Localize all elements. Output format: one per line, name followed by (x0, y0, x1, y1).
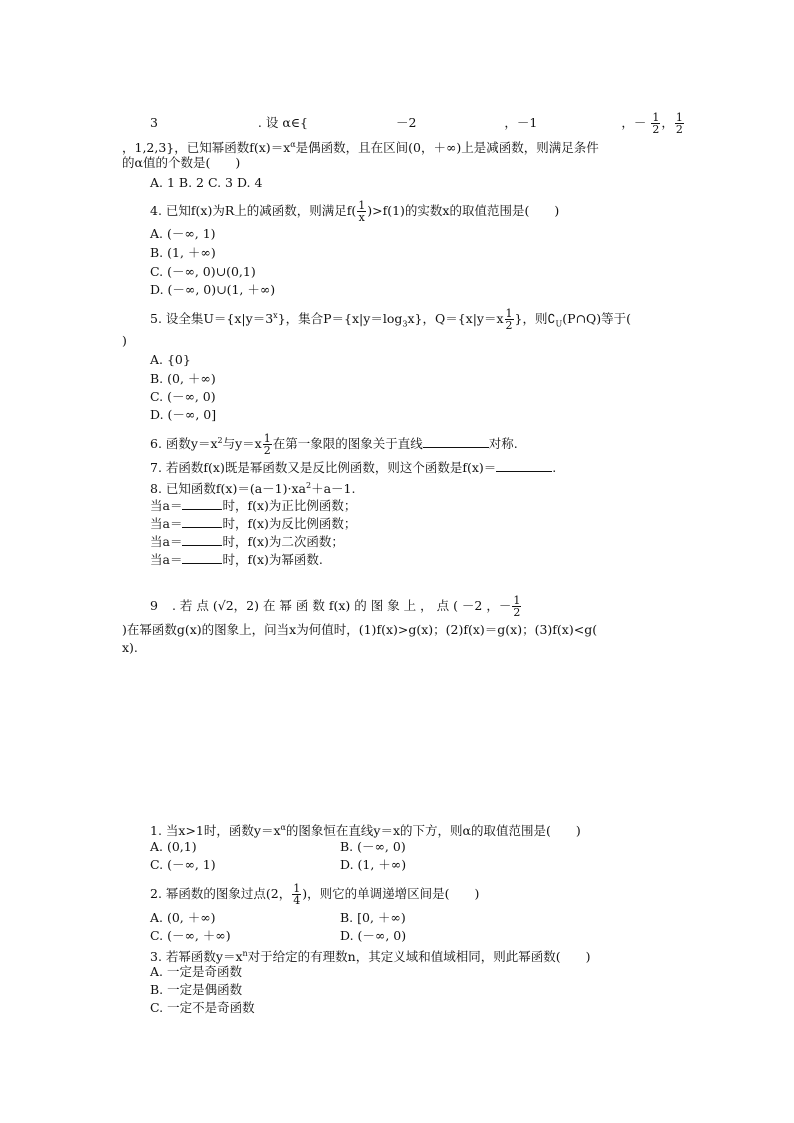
q8-blank-3[interactable] (182, 533, 222, 546)
q7-answer-blank[interactable] (496, 459, 552, 472)
q5-option-a: A. {0} (150, 352, 191, 367)
p1-option-d: D. (1, ＋∞) (340, 857, 407, 872)
q8-blank-2[interactable] (182, 515, 222, 528)
p2-option-b: B. [0, ＋∞) (340, 910, 406, 925)
q3-text-b: －2 (395, 115, 417, 130)
q3-line1: 3 . 设 α∈{ －2 ，－1 ，－ $\frac{1}{2}$ ， $\frac{1}{2}$ (150, 111, 683, 136)
p2-fraction: $\frac{1}{4}$ (293, 882, 301, 907)
q5-option-c: C. (－∞, 0) (150, 389, 216, 404)
p1-option-b: B. (－∞, 0) (340, 839, 406, 854)
p2-stem: 2. 幂函数的图象过点(2， $\frac{1}{4}$ )，则它的单调递增区间是( ) (150, 882, 480, 907)
p2-option-a: A. (0, ＋∞) (150, 910, 216, 925)
p3-option-a: A. 一定是奇函数 (150, 964, 242, 979)
q3-fraction-1: $\frac{1}{2}$ (652, 111, 660, 136)
q3-options: A. 1 B. 2 C. 3 D. 4 (150, 175, 263, 190)
q5-option-d: D. (－∞, 0] (150, 407, 217, 422)
q3-text-d: ，－ (621, 115, 647, 130)
q3-line2: ，1,2,3}，已知幂函数$f(x)=x^\alpha$是偶函数，且在区间(0，＋∞)上是减函数，则满足条件 (122, 140, 599, 156)
q3-number: 3 (150, 115, 158, 130)
q5-stem-close: ) (122, 333, 127, 348)
q4-option-d: D. (－∞, 0)∪(1, ＋∞) (150, 282, 276, 297)
q9-line3: x). (122, 640, 138, 655)
q8-line-1: 当a＝ 时，f(x)为正比例函数； (150, 498, 357, 513)
q4-stem: 4. 已知f(x)为R上的减函数，则满足f( $\frac{1}{x}$ )>f(1)的实数x的取值范围是( ) (150, 199, 560, 224)
q6-stem: 6. 函数$y=x^2$与y＝x $\frac{1}{2}$ 在第一象限的图象关于直线 对称. (150, 432, 518, 458)
p1-option-c: C. (－∞, 1) (150, 857, 216, 872)
q6-fraction: $\frac{1}{2}$ (263, 432, 271, 458)
q9-fraction: $\frac{1}{2}$ (513, 594, 521, 619)
q8-stem: 8. 已知函数$f(x)=(a-1)\cdot xa^2+a-1$. (150, 481, 356, 497)
p3-stem: 3. 若幂函数$y=x^n$对于给定的有理数n，其定义域和值域相同，则此幂函数( ) (150, 949, 591, 965)
q3-text-a: . 设 α∈{ (257, 115, 308, 130)
q3-text-c: ，－1 (504, 115, 538, 130)
p3-option-b: B. 一定是偶函数 (150, 982, 243, 997)
q5-stem: 5. 设全集$U=\{x|y=3^x\}$，集合$P=\{x|y=\log_3x\}$，Q＝{x|y＝x $\frac{1}{2}$ }，则$∁_U(P\cap Q)$等于( (150, 307, 631, 333)
q9-line2: )在幂函数g(x)的图象上，问当x为何值时，(1)f(x)>g(x)；(2)f(x)＝g(x)；(3)f(x)<g( (122, 622, 598, 637)
q8-blank-4[interactable] (182, 551, 222, 564)
p1-option-a: A. (0,1) (150, 839, 197, 854)
q4-option-a: A. (－∞, 1) (150, 226, 216, 241)
q4-fraction: $\frac{1}{x}$ (358, 199, 366, 224)
q9-line1: 9 . 若 点 (√2，2) 在 幂 函 数 f(x) 的 图 象 上 ， 点 ( －2 ，－ $\frac{1}{2}$ (150, 594, 521, 619)
q8-line-4: 当a＝ 时，f(x)为幂函数. (150, 552, 323, 567)
q8-blank-1[interactable] (182, 497, 222, 510)
q6-answer-blank[interactable] (423, 435, 489, 448)
q8-line-2: 当a＝ 时，f(x)为反比例函数； (150, 516, 357, 531)
q7-stem: 7. 若函数f(x)既是幂函数又是反比例函数，则这个函数是f(x)＝ . (150, 460, 557, 475)
p2-option-c: C. (－∞, ＋∞) (150, 928, 231, 943)
q4-option-b: B. (1, ＋∞) (150, 245, 216, 260)
p1-stem: 1. 当x>1时，函数$y=x^\alpha$的图象恒在直线y＝x的下方，则α的取值范围是( ) (150, 823, 581, 839)
q8-line-3: 当a＝ 时，f(x)为二次函数； (150, 534, 344, 549)
q4-option-c: C. (－∞, 0)∪(0,1) (150, 264, 256, 279)
q3-fraction-2: $\frac{1}{2}$ (675, 111, 683, 136)
q3-line3: 的α值的个数是( ) (122, 155, 241, 170)
q5-option-b: B. (0, ＋∞) (150, 371, 216, 386)
q5-fraction: $\frac{1}{2}$ (505, 307, 513, 333)
p2-option-d: D. (－∞, 0) (340, 928, 407, 943)
p3-option-c: C. 一定不是奇函数 (150, 1000, 255, 1015)
